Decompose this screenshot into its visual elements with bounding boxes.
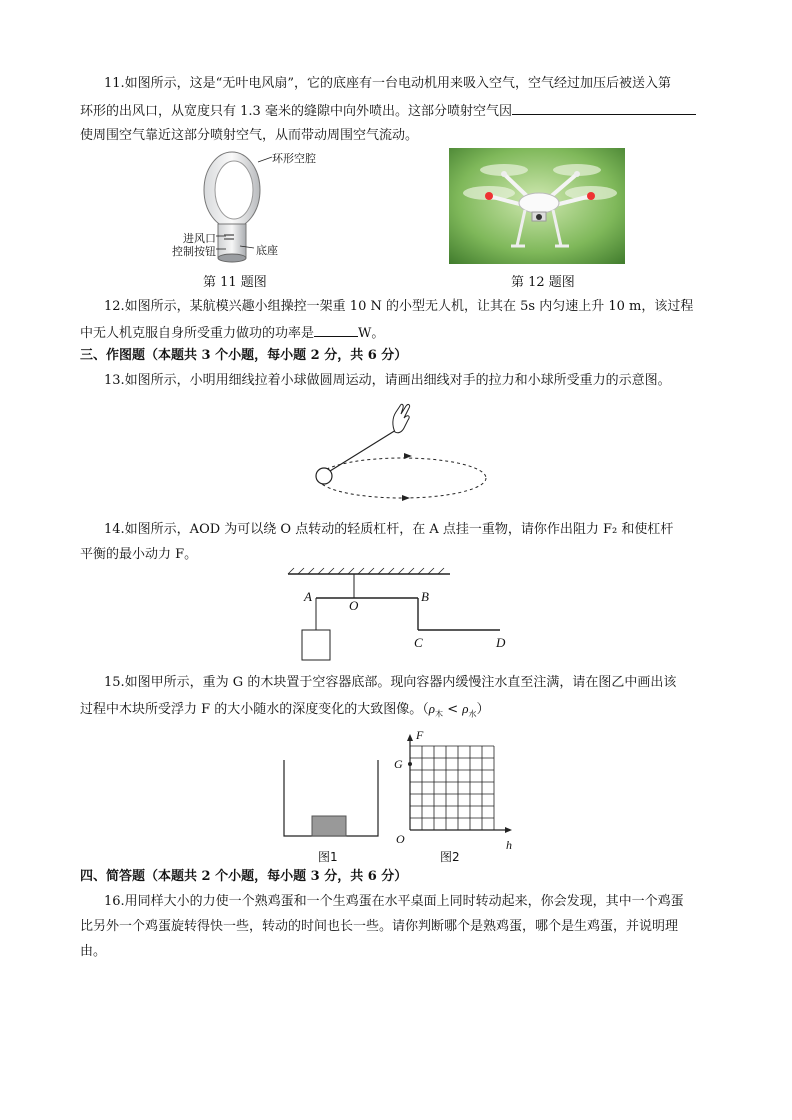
q16-line3: 由。 bbox=[80, 944, 107, 959]
q15-line2 bbox=[80, 700, 490, 724]
q11-caption: 第 11 题图 bbox=[203, 275, 267, 290]
axis-label-G: G bbox=[394, 757, 403, 771]
rho-water-sub: 水 bbox=[468, 709, 477, 719]
q11-line2 bbox=[80, 101, 696, 121]
lever-label-B: B bbox=[421, 589, 429, 604]
fan-label-button: 控制按钮 bbox=[172, 245, 216, 258]
f-h-grid-graph bbox=[404, 734, 524, 842]
axis-label-O: O bbox=[396, 832, 405, 846]
fan-label-inlet: 进风口 bbox=[183, 232, 216, 245]
container-figure bbox=[282, 760, 382, 840]
lever-label-D: D bbox=[496, 635, 506, 650]
q13-line1: 13.如图所示，小明用细线拉着小球做圆周运动，请画出细线对手的拉力和小球所受重力的示意图。 bbox=[104, 373, 671, 388]
q12-caption: 第 12 题图 bbox=[511, 275, 575, 290]
rho-water: ρ bbox=[462, 701, 469, 716]
lever-label-O: O bbox=[349, 598, 359, 613]
q12-line2-text: 中无人机克服自身所受重力做功的功率是 bbox=[80, 326, 315, 341]
axis-label-F: F bbox=[416, 728, 424, 742]
section4-heading: 四、简答题（本题共 2 个小题，每小题 3 分，共 6 分） bbox=[80, 869, 408, 884]
q14-line2: 平衡的最小动力 F。 bbox=[80, 547, 198, 562]
q16-line2: 比另外一个鸡蛋旋转得快一些，转动的时间也长一些。请你判断哪个是熟鸡蛋，哪个是生鸡蛋，并说明理 bbox=[80, 919, 679, 934]
axis-label-h: h bbox=[506, 838, 512, 852]
fan-label-base: 底座 bbox=[256, 244, 278, 257]
q11-line1: 11.如图所示，这是“无叶电风扇”，它的底座有一台电动机用来吸入空气，空气经过加压后被送入第 bbox=[104, 76, 671, 91]
q12-line2 bbox=[80, 323, 384, 343]
q12-line1: 12.如图所示，某航模兴趣小组操控一架重 10 N 的小型无人机，让其在 5s 内匀速上升 10 m，该过程 bbox=[104, 299, 694, 314]
section3-heading: 三、作图题（本题共 3 个小题，每小题 2 分，共 6 分） bbox=[80, 348, 408, 363]
q11-line2-text: 环形的出风口，从宽度只有 1.3 毫米的缝隙中向外喷出。这部分喷射空气因 bbox=[80, 104, 512, 119]
rho-wood-sub: 木 bbox=[435, 709, 444, 719]
q11-line3: 使周围空气靠近这部分喷射空气，从而带动周围空气流动。 bbox=[80, 128, 419, 143]
q16-line1: 16.用同样大小的力使一个熟鸡蛋和一个生鸡蛋在水平桌面上同时转动起来，你会发现，其中一个鸡蛋 bbox=[104, 894, 684, 909]
q12-unit: W。 bbox=[358, 326, 385, 341]
fan-label-ring: 环形空腔 bbox=[272, 152, 316, 165]
q15-line2-text: 过程中木块所受浮力 F 的大小随水的深度变化的大致图像。（ bbox=[80, 702, 429, 717]
q11-answer-blank[interactable] bbox=[512, 101, 696, 115]
lever-label-A: A bbox=[304, 589, 312, 604]
drone-photo bbox=[449, 148, 625, 264]
q15-line1: 15.如图甲所示，重为 G 的木块置于空容器底部。现向容器内缓慢注水直至注满，请在图乙中画出该 bbox=[104, 675, 677, 690]
less-than-sign: < bbox=[447, 702, 459, 717]
q12-answer-blank[interactable] bbox=[314, 323, 358, 337]
lever-label-C: C bbox=[414, 635, 423, 650]
q14-line1: 14.如图所示，AOD 为可以绕 O 点转动的轻质杠杆，在 A 点挂一重物，请你作出阻力 F₂ 和使杠杆 bbox=[104, 522, 674, 537]
graph-grid bbox=[410, 746, 494, 830]
ceiling-hatch bbox=[288, 568, 444, 574]
rho-wood: ρ bbox=[428, 701, 436, 716]
lever-figure bbox=[288, 568, 510, 664]
q15-close-paren: ） bbox=[476, 702, 490, 717]
fig2-caption: 图2 bbox=[440, 850, 460, 864]
circular-motion-figure bbox=[300, 398, 500, 508]
fig1-caption: 图1 bbox=[318, 850, 338, 864]
